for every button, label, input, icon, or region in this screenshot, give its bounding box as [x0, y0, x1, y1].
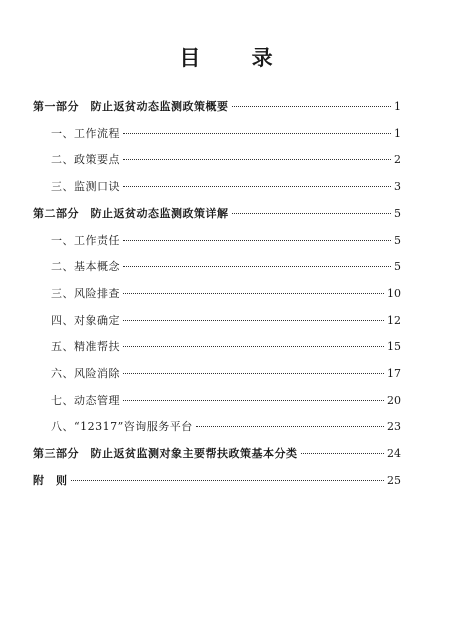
toc-entry-page: 5 [394, 260, 401, 273]
toc-dot-leader [123, 159, 391, 160]
toc-entry[interactable] [51, 285, 401, 303]
toc-entry[interactable] [51, 365, 401, 383]
toc-entry-page: 20 [387, 394, 401, 407]
toc-dot-leader [301, 453, 385, 454]
toc-entry-page: 17 [387, 367, 401, 380]
toc-dot-leader [123, 266, 391, 267]
toc-dot-leader [232, 106, 392, 107]
toc-entry-label: 六、风险消除 [51, 367, 120, 380]
toc-entry[interactable] [51, 232, 401, 250]
toc-entry[interactable] [51, 418, 401, 436]
toc-dot-leader [123, 293, 384, 294]
toc-entry-label: 第一部分 防止返贫动态监测政策概要 [33, 100, 229, 113]
toc-entry-page: 15 [387, 340, 401, 353]
toc-entry[interactable] [33, 445, 401, 463]
toc-entry-label: 二、政策要点 [51, 153, 120, 166]
toc-entry[interactable] [51, 178, 401, 196]
toc-dot-leader [123, 320, 384, 321]
toc-entry[interactable] [33, 472, 401, 490]
toc-entry[interactable] [51, 151, 401, 169]
toc-entry-page: 1 [394, 100, 401, 113]
toc-entry-label: 第二部分 防止返贫动态监测政策详解 [33, 207, 229, 220]
toc-entry-page: 24 [387, 447, 401, 460]
toc-entry-label: 五、精准帮扶 [51, 340, 120, 353]
toc-entry-page: 12 [387, 314, 401, 327]
toc-entry-page: 1 [394, 127, 401, 140]
toc-entry-label: 第三部分 防止返贫监测对象主要帮扶政策基本分类 [33, 447, 298, 460]
toc-entry[interactable] [51, 338, 401, 356]
toc-entry-label: 四、对象确定 [51, 314, 120, 327]
toc-entry[interactable] [33, 98, 401, 116]
page-title: 目 录 [179, 45, 295, 70]
toc-entry[interactable] [51, 258, 401, 276]
toc-entry-page: 3 [394, 180, 401, 193]
toc-entry[interactable] [51, 125, 401, 143]
toc-entry-label: 三、风险排查 [51, 287, 120, 300]
toc-entry-label: 附 则 [33, 474, 68, 487]
toc-dot-leader [123, 186, 391, 187]
toc-dot-leader [71, 480, 385, 481]
toc-entry-label: 一、工作责任 [51, 234, 120, 247]
toc-entry-page: 2 [394, 153, 401, 166]
toc-entry-page: 5 [394, 234, 401, 247]
toc-dot-leader [123, 346, 384, 347]
toc-dot-leader [196, 426, 384, 427]
toc-entry-label: 二、基本概念 [51, 260, 120, 273]
toc-entry-page: 10 [387, 287, 401, 300]
toc-entry-page: 25 [387, 474, 401, 487]
toc-entry-label: 七、动态管理 [51, 394, 120, 407]
toc-entry-label: 三、监测口诀 [51, 180, 120, 193]
toc-entry-page: 5 [394, 207, 401, 220]
toc-entry-label: 八、“12317”咨询服务平台 [51, 420, 193, 433]
toc-dot-leader [123, 373, 384, 374]
toc-entry-label: 一、工作流程 [51, 127, 120, 140]
toc-entry-page: 23 [387, 420, 401, 433]
toc-entry[interactable] [51, 392, 401, 410]
toc-entry[interactable] [33, 205, 401, 223]
toc-dot-leader [123, 240, 391, 241]
toc-entry[interactable] [51, 312, 401, 330]
toc-dot-leader [232, 213, 392, 214]
toc-dot-leader [123, 400, 384, 401]
toc-dot-leader [123, 133, 391, 134]
